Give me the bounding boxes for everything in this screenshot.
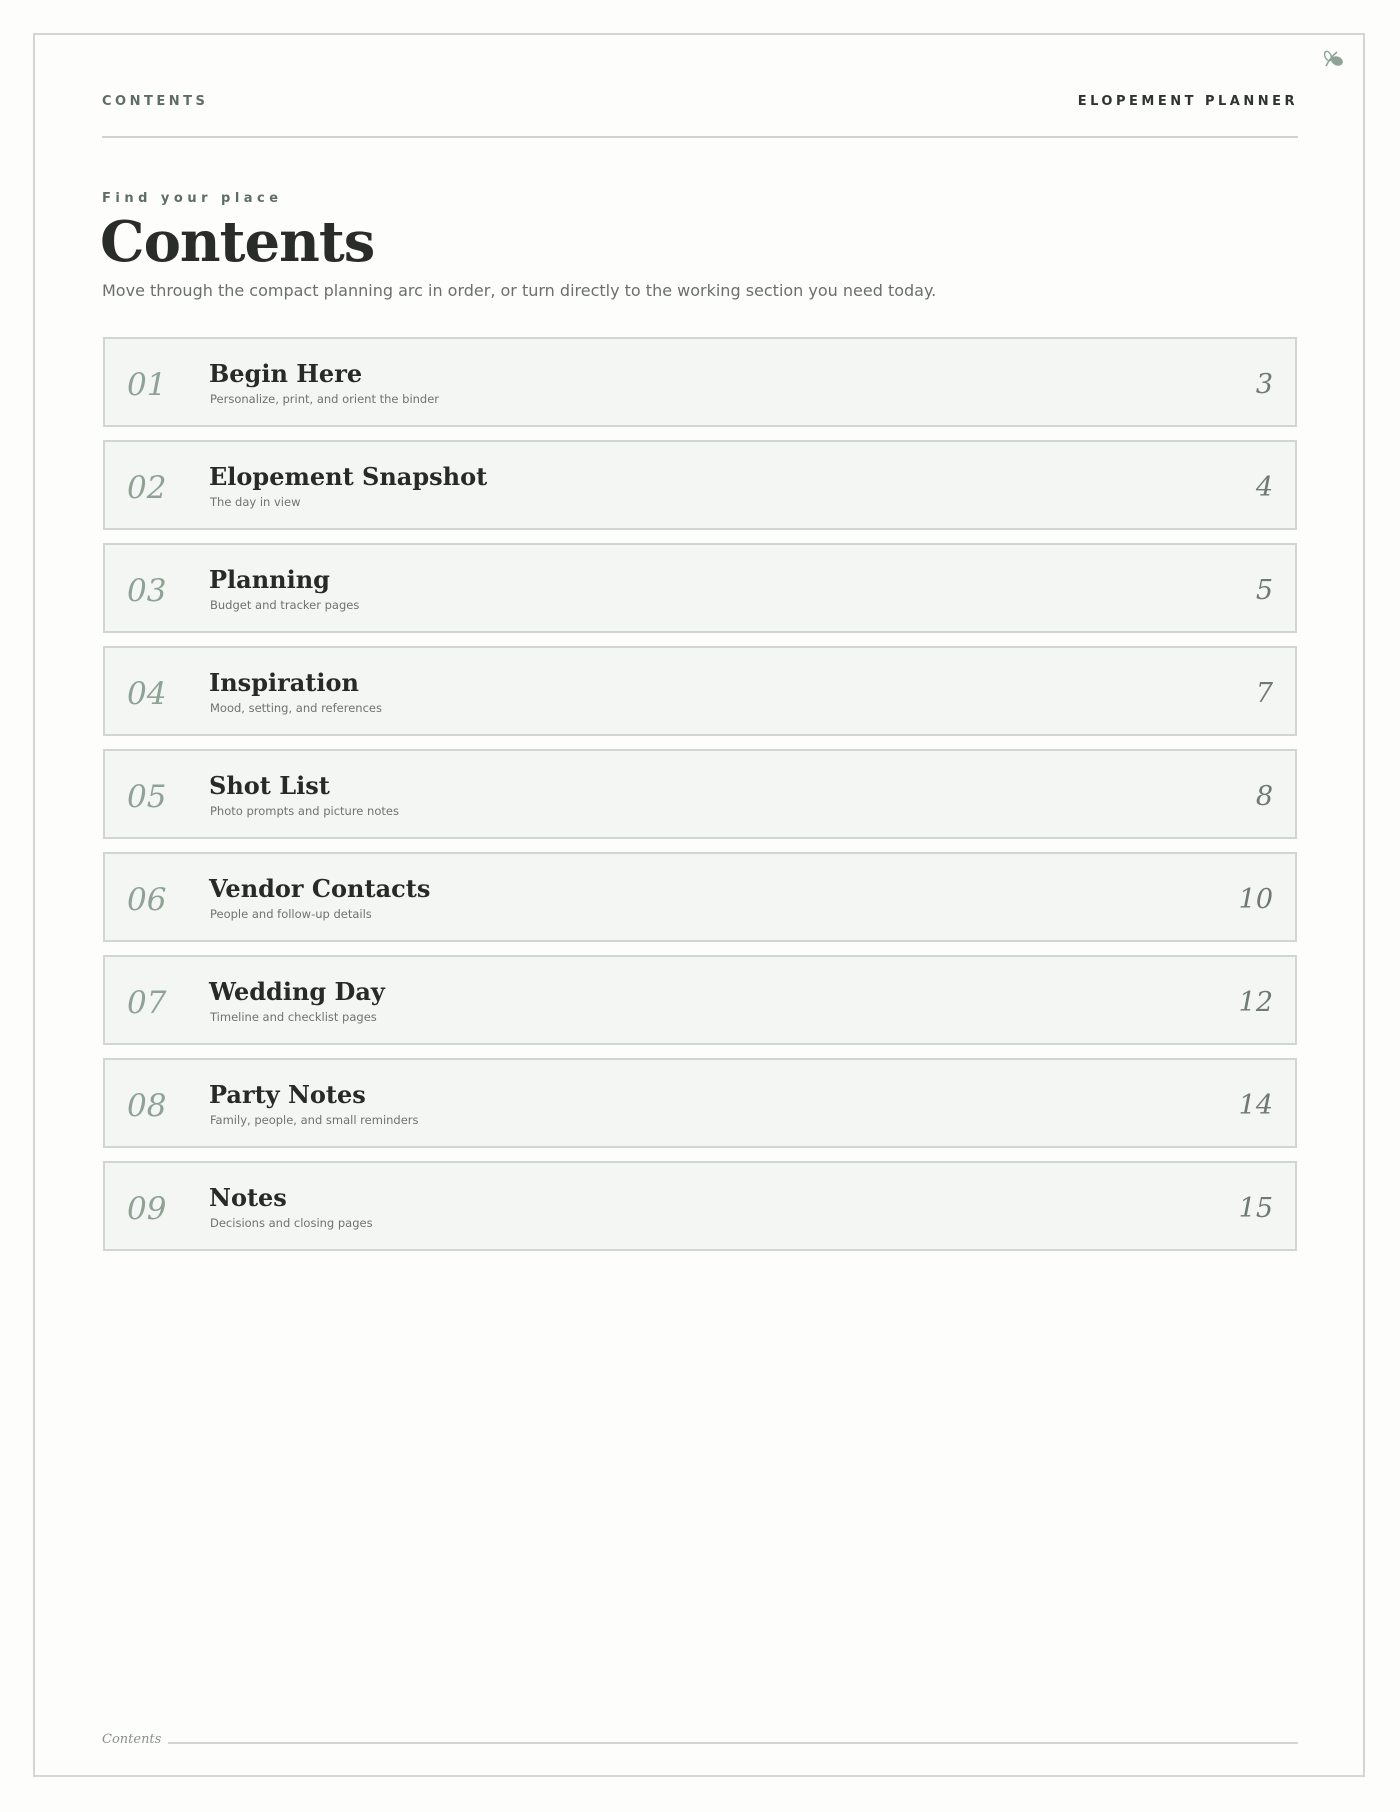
page-title: Contents	[100, 209, 375, 275]
toc-subtitle: Budget and tracker pages	[210, 598, 360, 612]
toc-item-begin-here[interactable]	[103, 337, 1297, 427]
toc-item-vendor-contacts[interactable]	[103, 852, 1297, 942]
toc-page-number: 12	[1238, 987, 1273, 1018]
intro-text: Move through the compact planning arc in order, or turn directly to the working section you need today.	[102, 281, 937, 300]
toc-title: Wedding Day	[209, 977, 385, 1006]
toc-number: 07	[127, 985, 167, 1021]
toc-number: 05	[127, 779, 167, 815]
footer-label: Contents	[102, 1732, 162, 1747]
page-header	[102, 88, 1298, 138]
footer-divider	[168, 1742, 1298, 1744]
toc-number: 01	[127, 367, 167, 403]
toc-subtitle: People and follow-up details	[210, 907, 372, 921]
toc-title: Notes	[209, 1183, 287, 1212]
toc-page-number: 10	[1238, 884, 1273, 915]
toc-page-number: 3	[1255, 369, 1273, 400]
toc-page-number: 5	[1255, 575, 1273, 606]
toc-subtitle: Personalize, print, and orient the binder	[210, 392, 440, 406]
toc-subtitle: Mood, setting, and references	[210, 701, 382, 715]
toc-item-wedding-day[interactable]	[103, 955, 1297, 1045]
toc-title: Vendor Contacts	[209, 874, 431, 903]
header-section-label: CONTENTS	[102, 94, 209, 109]
toc-subtitle: Photo prompts and picture notes	[210, 804, 399, 818]
toc-item-elopement-snapshot[interactable]	[103, 440, 1297, 530]
toc-title: Inspiration	[209, 668, 359, 697]
toc-list	[103, 337, 1297, 1264]
sprig-icon	[1320, 44, 1348, 72]
toc-title: Planning	[209, 565, 330, 594]
toc-number: 03	[127, 573, 167, 609]
toc-subtitle: Decisions and closing pages	[210, 1216, 373, 1230]
eyebrow-text: Find your place	[102, 191, 283, 206]
toc-number: 09	[127, 1191, 167, 1227]
toc-page-number: 4	[1255, 472, 1273, 503]
toc-title: Elopement Snapshot	[209, 462, 488, 491]
page-footer	[102, 1732, 1298, 1752]
toc-item-party-notes[interactable]	[103, 1058, 1297, 1148]
toc-item-shot-list[interactable]	[103, 749, 1297, 839]
toc-item-inspiration[interactable]	[103, 646, 1297, 736]
toc-item-planning[interactable]	[103, 543, 1297, 633]
toc-number: 08	[127, 1088, 167, 1124]
toc-page-number: 7	[1255, 678, 1273, 709]
toc-number: 02	[127, 470, 167, 506]
header-brand: ELOPEMENT PLANNER	[1077, 94, 1298, 109]
toc-page-number: 8	[1255, 781, 1273, 812]
toc-title: Begin Here	[209, 359, 363, 388]
toc-number: 04	[127, 676, 167, 712]
toc-subtitle: Family, people, and small reminders	[210, 1113, 419, 1127]
toc-page-number: 15	[1238, 1193, 1273, 1224]
toc-title: Party Notes	[209, 1080, 366, 1109]
toc-number: 06	[127, 882, 167, 918]
toc-title: Shot List	[209, 771, 330, 800]
toc-subtitle: The day in view	[210, 495, 301, 509]
toc-item-notes[interactable]	[103, 1161, 1297, 1251]
toc-subtitle: Timeline and checklist pages	[210, 1010, 377, 1024]
toc-page-number: 14	[1238, 1090, 1273, 1121]
